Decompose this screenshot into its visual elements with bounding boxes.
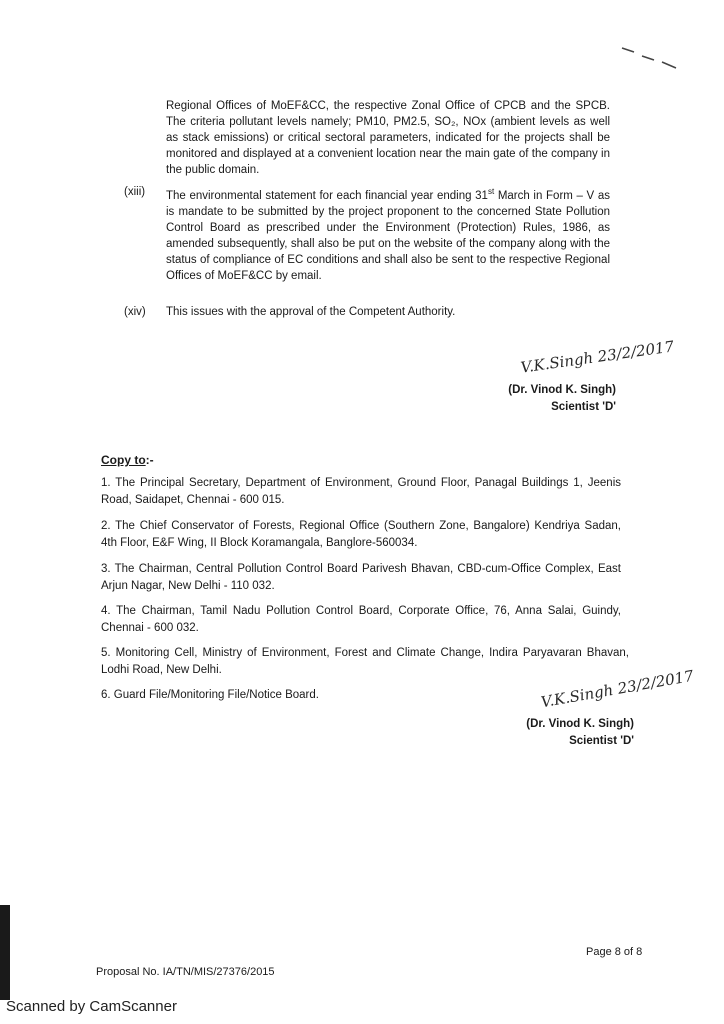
signature-scribble-1: V.K.Singh 23/2/2017: [519, 337, 676, 377]
scan-mark-icon: [620, 44, 680, 70]
scanner-watermark: Scanned by CamScanner: [6, 998, 177, 1015]
item-number-xiv: (xiv): [124, 306, 146, 318]
copy-item-5: 5. Monitoring Cell, Ministry of Environment, Forest and Climate Change, Indira Paryavaran Bhavan, Lodhi Road, New Delhi.: [101, 647, 629, 676]
copy-item-1: 1. The Principal Secretary, Department of Environment, Ground Floor, Panagal Buildings 1, Jeenis Road, Saidapet, Chennai - 600 015.: [101, 477, 621, 506]
signature-block-2: [448, 716, 634, 750]
item-text-xiii: [166, 184, 610, 284]
copy-to-heading: [101, 451, 154, 469]
copy-item-4: 4. The Chairman, Tamil Nadu Pollution Control Board, Corporate Office, 76, Anna Salai, Guindy, Chennai - 600 032.: [101, 605, 621, 634]
copy-item-3: 3. The Chairman, Central Pollution Control Board Parivesh Bhavan, CBD-cum-Office Complex, East Arjun Nagar, New Delhi - 110 032.: [101, 563, 621, 592]
signatory-title-1: Scientist 'D': [551, 401, 616, 413]
proposal-number: Proposal No. IA/TN/MIS/27376/2015: [96, 966, 275, 978]
item-text-xiii-start: The environmental statement for each financial year ending 31: [166, 189, 488, 202]
item-text-xiv: This issues with the approval of the Competent Authority.: [166, 306, 456, 318]
scan-edge-left: [0, 905, 10, 1000]
item-number-xiii: (xiii): [124, 186, 146, 198]
continuation-paragraph: Regional Offices of MoEF&CC, the respective Zonal Office of CPCB and the SPCB. The criteria pollutant levels namely; PM10, PM2.5, SO₂, NOx (ambient levels as well as stack emissions) or critical sectoral parameters, indicated for the projects shall be monitored and displayed at a convenient location near the main gate of the company in the public domain.: [166, 100, 610, 176]
item-text-xiii-rest: March in Form – V as is mandate to be submitted by the project proponent to the concerned State Pollution Control Board as prescribed under the Environment (Protection) Rules, 1986, as amended subsequently, shall also be put on the website of the company along with the status of compliance of EC conditions and shall also be sent to the respective Regional Offices of MoEF&CC by email.: [166, 189, 610, 282]
signature-scribble-2: V.K.Singh 23/2/2017: [539, 666, 696, 712]
signatory-title-2: Scientist 'D': [569, 735, 634, 747]
signatory-name-2: (Dr. Vinod K. Singh): [526, 718, 634, 730]
signature-block-1: [430, 382, 616, 416]
signatory-name-1: (Dr. Vinod K. Singh): [508, 384, 616, 396]
copy-to-suffix: :-: [145, 453, 154, 467]
scan-mark-top-right: [620, 44, 680, 70]
page-number: Page 8 of 8: [586, 946, 643, 958]
copy-item-2: 2. The Chief Conservator of Forests, Regional Office (Southern Zone, Bangalore) Kendriya Sadan, 4th Floor, E&F Wing, II Block Koramangala, Banglore-560034.: [101, 520, 621, 549]
superscript-st: st: [487, 187, 495, 196]
copy-to-label: Copy to: [101, 453, 146, 467]
copy-item-6: 6. Guard File/Monitoring File/Notice Board.: [101, 689, 319, 701]
